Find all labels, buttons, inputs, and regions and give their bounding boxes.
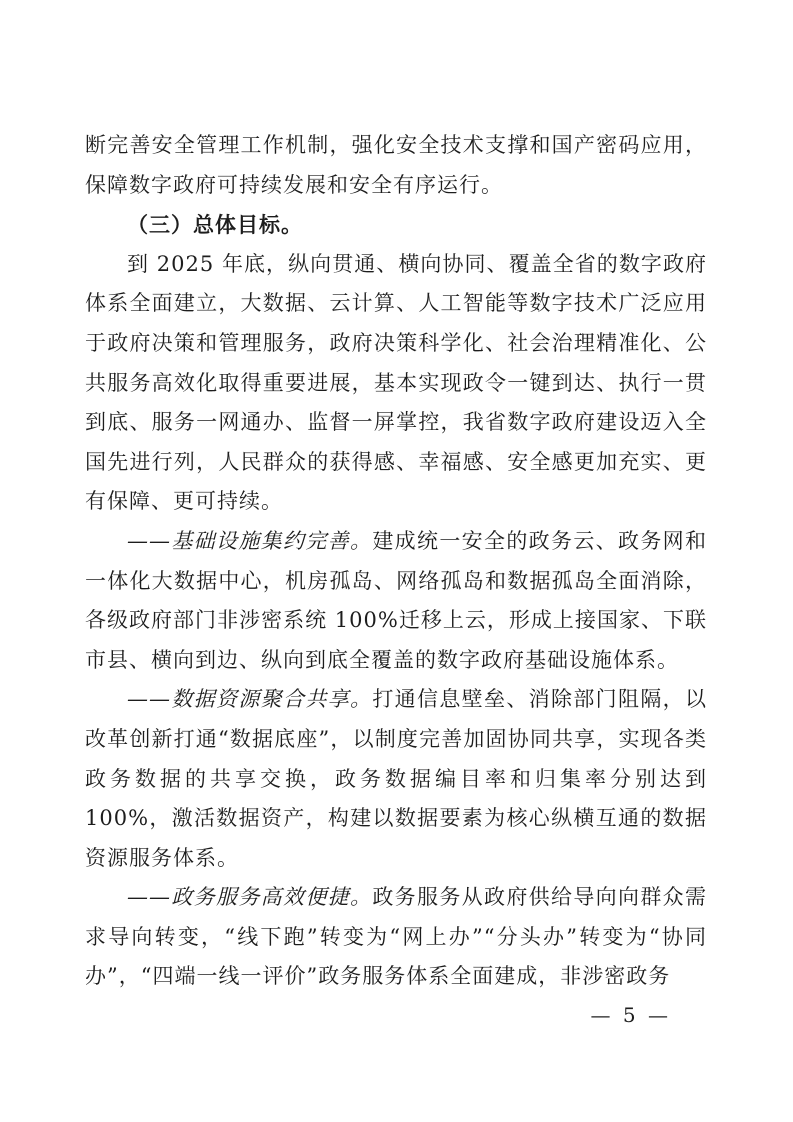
document-body: [85, 126, 707, 997]
paragraph-government-services: [85, 878, 707, 997]
paragraph-government-services-text: 政务服务从政府供给导向向群众需求导向转变，“线下跑”转变为“网上办”“分头办”转变为“协同办”，“四端一线一评价”政务服务体系全面建成，非涉密政务: [85, 885, 708, 989]
paragraph-government-services-lead: ——政务服务高效便捷。: [127, 885, 373, 910]
paragraph-data-resources-text: 打通信息壁垒、消除部门阻隔，以改革创新打通“数据底座”，以制度完善加固协同共享，实现各类政务数据的共享交换，政务数据编目率和归集率分别达到 100%，激活数据资产，构建以数据要素为核心纵横互通的数据资源服务体系。: [85, 687, 708, 870]
paragraph-2025-goal: 到 2025 年底，纵向贯通、横向协同、覆盖全省的数字政府体系全面建立，大数据、云计算、人工智能等数字技术广泛应用于政府决策和管理服务，政府决策科学化、社会治理精准化、公共服务高效化取得重要进展，基本实现政令一键到达、执行一贯到底、服务一网通办、监督一屏掌控，我省数字政府建设迈入全国先进行列，人民群众的获得感、幸福感、安全感更加充实、更有保障、更可持续。: [85, 251, 707, 514]
paragraph-infrastructure-text: 建成统一安全的政务云、政务网和一体化大数据中心，机房孤岛、网络孤岛和数据孤岛全面消除，各级政府部门非涉密系统 100%迁移上云，形成上接国家、下联市县、横向到边、纵向到底全覆盖的数字政府基础设施体系。: [85, 528, 708, 672]
paragraph-infrastructure-lead: ——基础设施集约完善。: [127, 528, 373, 553]
paragraph-data-resources-lead: ——数据资源聚合共享。: [127, 687, 373, 712]
page-number: — 5 —: [590, 1003, 671, 1027]
paragraph-data-resources: [85, 680, 707, 878]
paragraph-infrastructure: [85, 522, 707, 680]
section-heading-overall-goal: （三）总体目标。: [127, 212, 303, 238]
paragraph-security-continuation: 断完善安全管理工作机制，强化安全技术支撑和国产密码应用，保障数字政府可持续发展和安全有序运行。: [85, 133, 707, 197]
